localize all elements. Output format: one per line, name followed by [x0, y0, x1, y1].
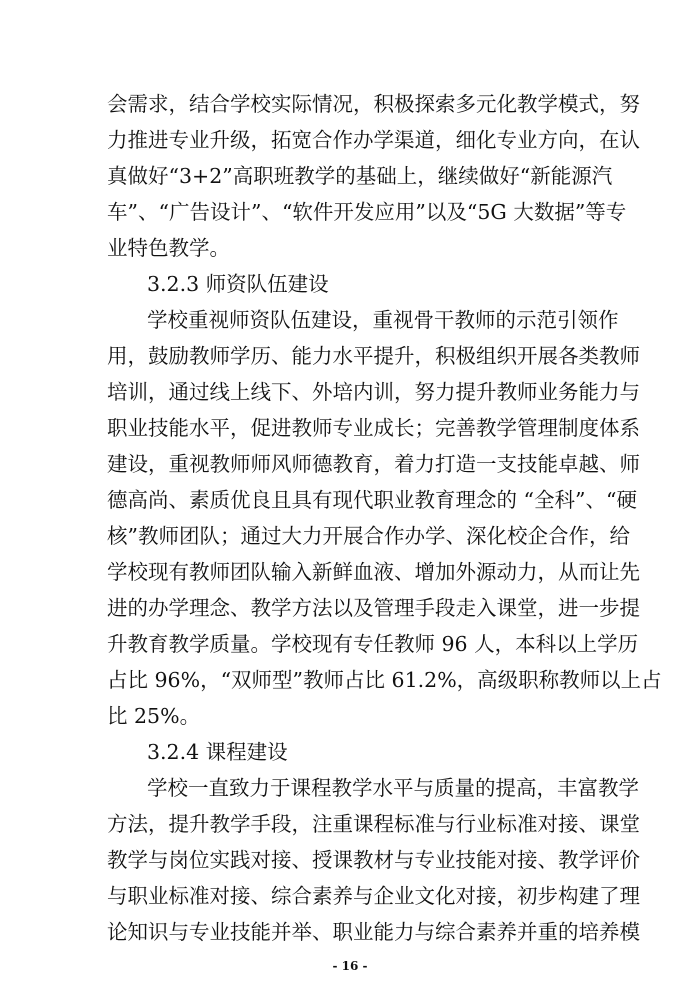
- paragraph-line: 德高尚、素质优良且具有现代职业教育理念的 “全科”、“硬: [107, 488, 637, 512]
- paragraph-line: 教学与岗位实践对接、授课教材与专业技能对接、教学评价: [107, 848, 640, 872]
- section-heading-323: 3.2.3 师资队伍建设: [147, 272, 329, 296]
- paragraph-line: 业特色教学。: [107, 236, 230, 260]
- paragraph-line: 学校一直致力于课程教学水平与质量的提高，丰富教学: [147, 776, 639, 800]
- section-heading-324: 3.2.4 课程建设: [147, 740, 288, 764]
- paragraph-line: 学校重视师资队伍建设，重视骨干教师的示范引领作: [147, 308, 619, 332]
- paragraph-line: 会需求，结合学校实际情况，积极探索多元化教学模式，努: [107, 92, 640, 116]
- paragraph-line: 职业技能水平，促进教师专业成长；完善教学管理制度体系: [107, 416, 640, 440]
- paragraph-line: 学校现有教师团队输入新鲜血液、增加外源动力，从而让先: [107, 560, 640, 584]
- paragraph-line: 真做好“3+2”高职班教学的基础上，继续做好“新能源汽: [107, 164, 613, 188]
- paragraph-line: 方法，提升教学手段，注重课程标准与行业标准对接、课堂: [107, 812, 640, 836]
- paragraph-line: 占比 96%，“双师型”教师占比 61.2%，高级职称教师以上占: [107, 668, 662, 692]
- paragraph-line: 车”、“广告设计”、“软件开发应用”以及“5G 大数据”等专: [107, 200, 627, 224]
- paragraph-line: 论知识与专业技能并举、职业能力与综合素养并重的培养模: [107, 920, 640, 944]
- paragraph-line: 比 25%。: [107, 704, 201, 728]
- paragraph-line: 与职业标准对接、综合素养与企业文化对接，初步构建了理: [107, 884, 640, 908]
- paragraph-line: 升教育教学质量。学校现有专任教师 96 人，本科以上学历: [107, 632, 639, 656]
- paragraph-line: 力推进专业升级，拓宽合作办学渠道，细化专业方向，在认: [107, 128, 640, 152]
- paragraph-line: 培训，通过线上线下、外培内训，努力提升教师业务能力与: [107, 380, 640, 404]
- paragraph-line: 进的办学理念、教学方法以及管理手段走入课堂，进一步提: [107, 596, 640, 620]
- paragraph-line: 用，鼓励教师学历、能力水平提升，积极组织开展各类教师: [107, 344, 640, 368]
- paragraph-line: 建设，重视教师师风师德教育，着力打造一支技能卓越、师: [107, 452, 640, 476]
- page-number: - 16 -: [332, 959, 368, 973]
- paragraph-line: 核”教师团队；通过大力开展合作办学、深化校企合作，给: [107, 524, 630, 548]
